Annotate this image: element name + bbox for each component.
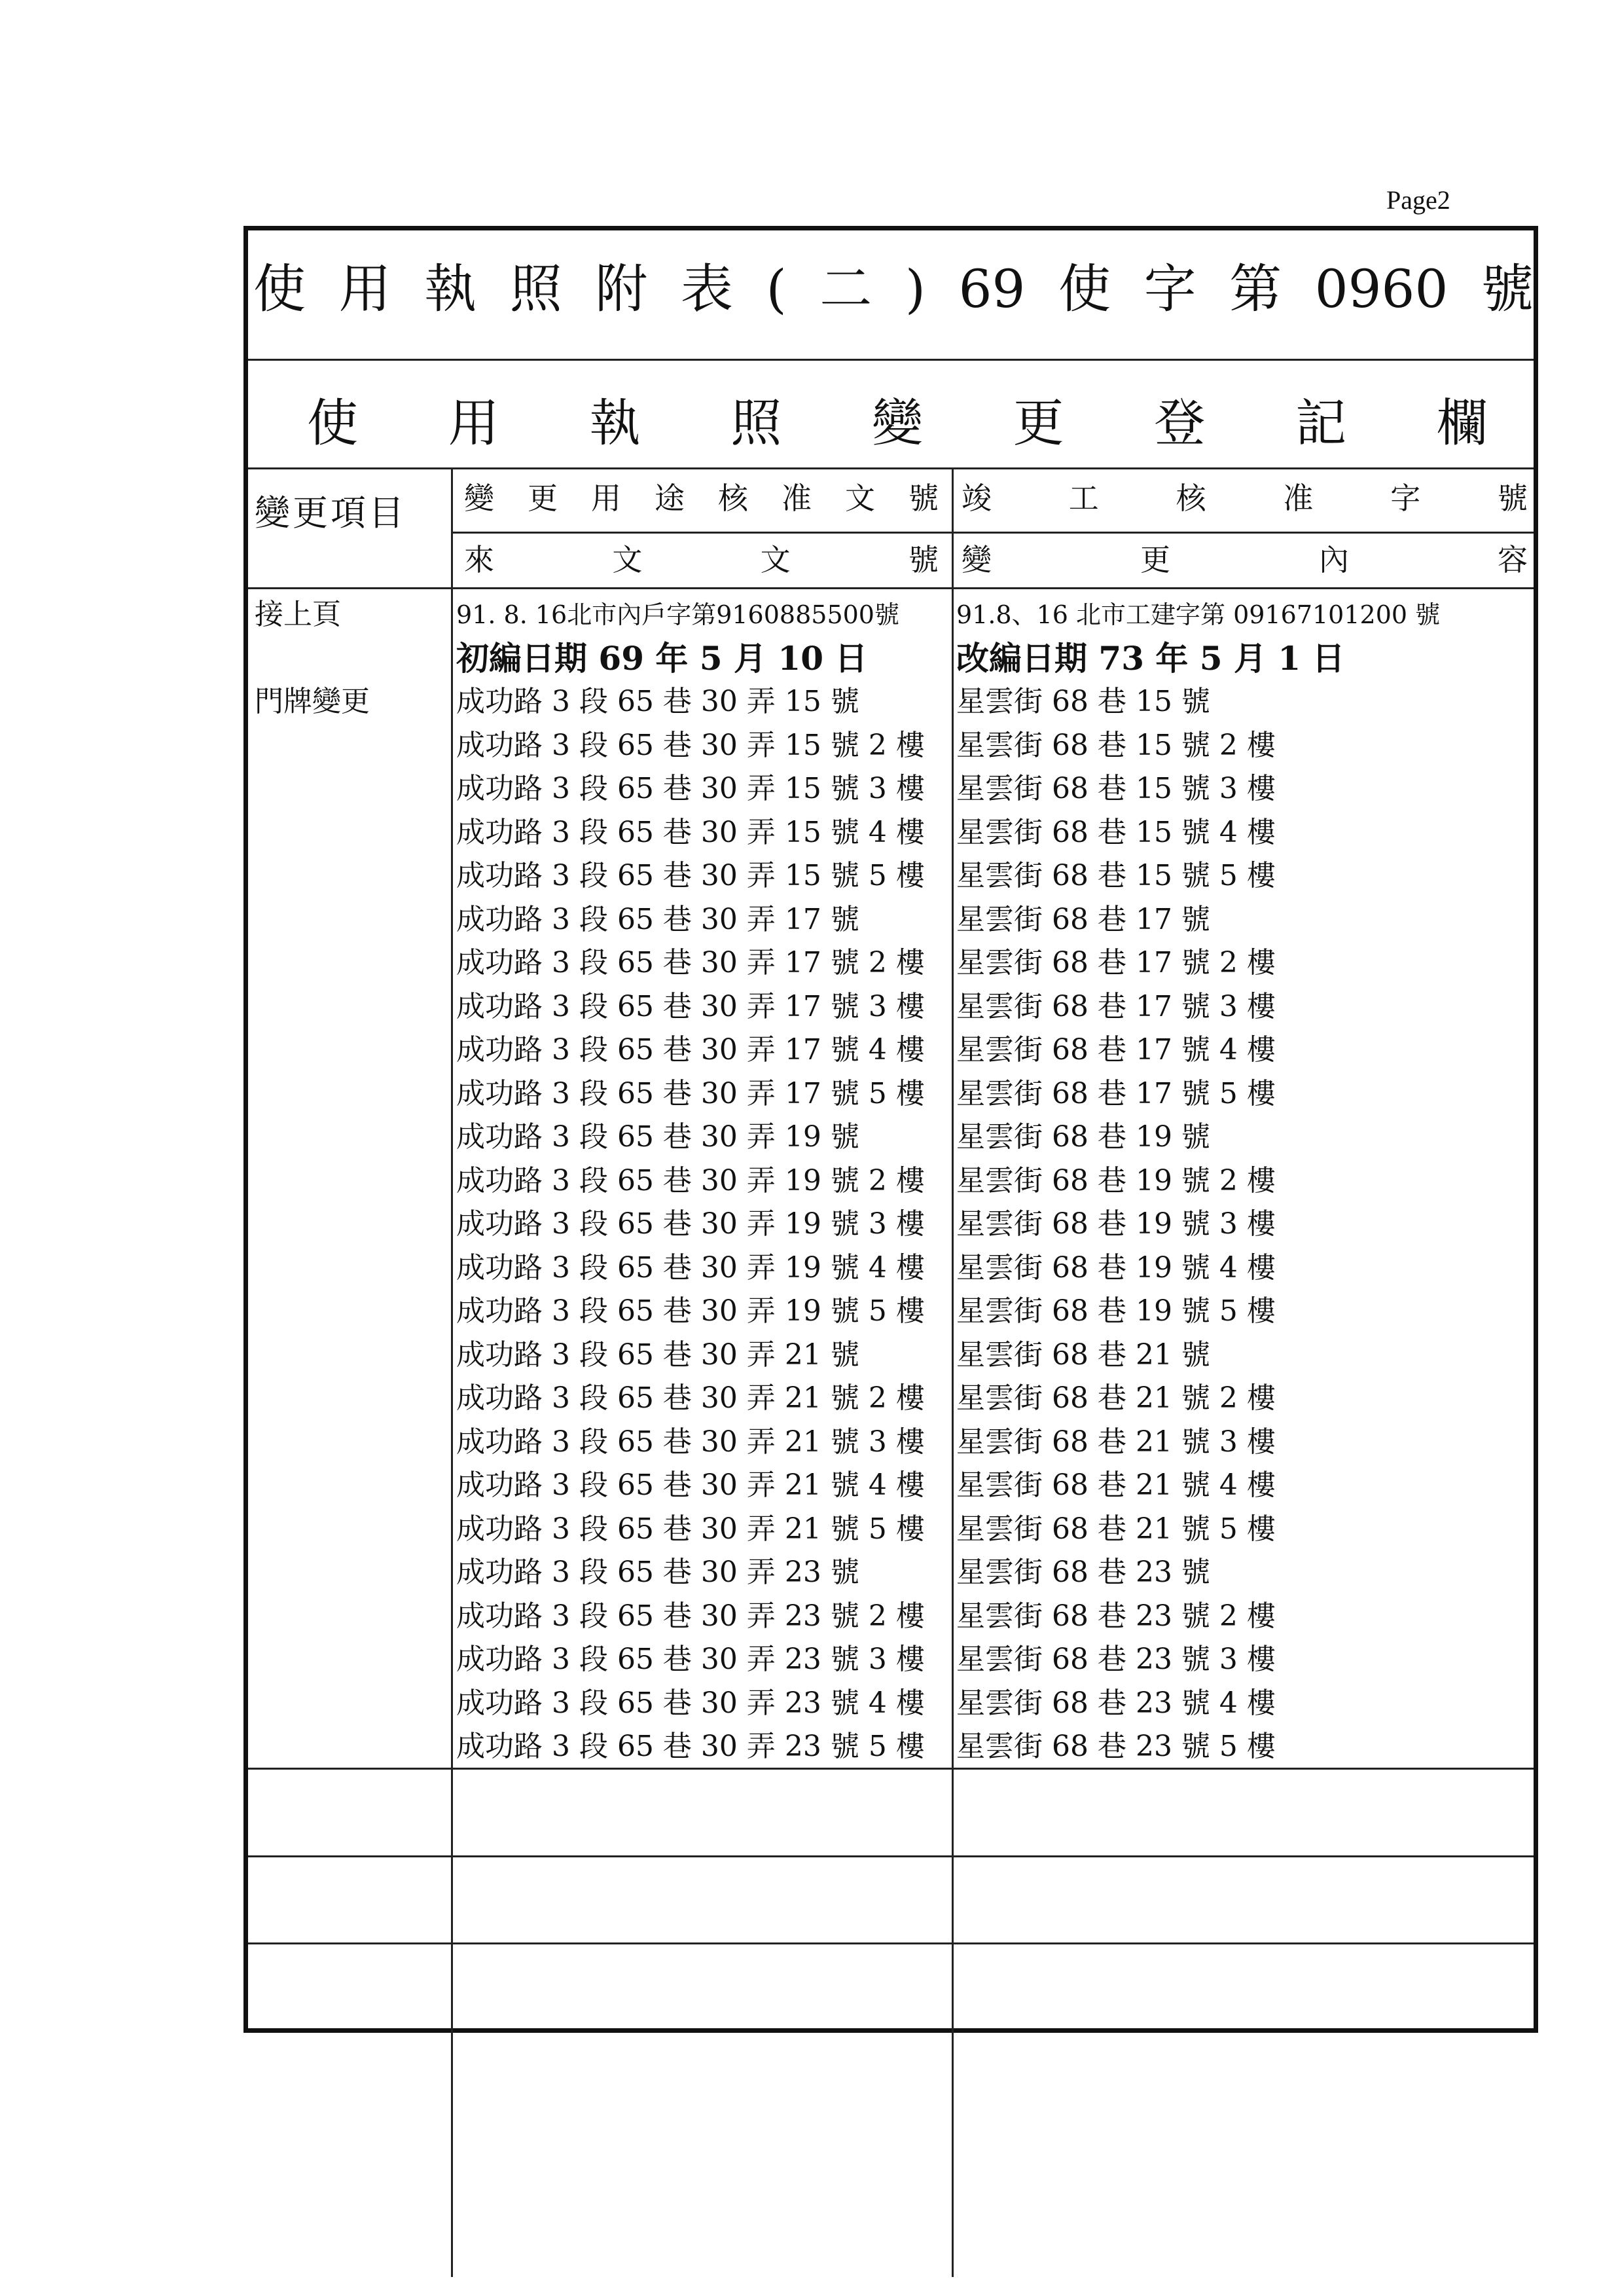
title-char: 二: [819, 259, 872, 319]
table-row: 成功路 3 段 65 巷 30 弄 19 號 4 樓: [456, 1250, 925, 1285]
table-row: 星雲街 68 巷 17 號 2 樓: [956, 946, 1276, 979]
divider: [248, 1855, 1534, 1857]
table-row: 成功路 3 段 65 巷 30 弄 23 號: [456, 1556, 859, 1589]
table-subtitle: [307, 394, 1488, 453]
table-row: 星雲街 68 巷 19 號: [956, 1120, 1210, 1154]
table-row: 成功路 3 段 65 巷 30 弄 23 號 3 樓: [456, 1643, 925, 1676]
header-char: 更: [1140, 542, 1170, 577]
header-change-content: [962, 542, 1528, 577]
divider: [248, 587, 1534, 589]
title-char: 附: [595, 259, 648, 319]
table-row: 成功路 3 段 65 巷 30 弄 19 號 5 樓: [456, 1294, 925, 1328]
header-char: 字: [1390, 481, 1421, 516]
subtitle-char: 記: [1295, 394, 1347, 453]
title-char: ): [905, 259, 926, 319]
table-row: 星雲街 68 巷 23 號 3 樓: [956, 1643, 1276, 1676]
header-char: 變: [962, 542, 992, 577]
subtitle-char: 更: [1013, 394, 1064, 453]
header-char: 變: [464, 481, 494, 516]
table-row: 星雲街 68 巷 19 號 2 樓: [956, 1163, 1276, 1197]
table-row: 星雲街 68 巷 23 號 5 樓: [956, 1730, 1276, 1763]
header-char: 文: [760, 542, 791, 577]
table-row: 成功路 3 段 65 巷 30 弄 21 號 2 樓: [456, 1381, 925, 1415]
header-char: 號: [908, 481, 939, 516]
subtitle-char: 照: [730, 394, 782, 453]
table-row: 星雲街 68 巷 19 號 3 樓: [956, 1207, 1276, 1241]
subtitle-char: 登: [1154, 394, 1206, 453]
title-char: 表: [680, 259, 733, 319]
title-char: 69: [958, 259, 1026, 319]
header-char: 准: [782, 481, 812, 516]
table-row: 成功路 3 段 65 巷 30 弄 21 號 4 樓: [456, 1468, 925, 1502]
divider: [248, 359, 1534, 361]
title-char: 第: [1229, 259, 1282, 319]
title-char: 字: [1143, 259, 1196, 319]
table-row: 星雲街 68 巷 21 號: [956, 1338, 1210, 1372]
divider: [248, 1768, 1534, 1770]
original-address-column: [456, 593, 925, 1769]
table-row: 成功路 3 段 65 巷 30 弄 15 號 2 樓: [456, 728, 925, 762]
table-row: 星雲街 68 巷 23 號 2 樓: [956, 1599, 1276, 1633]
title-char: (: [766, 259, 787, 319]
new-address-column: [956, 593, 1440, 1769]
table-row: 成功路 3 段 65 巷 30 弄 21 號: [456, 1338, 859, 1372]
subtitle-char: 使: [307, 394, 359, 453]
table-row: 星雲街 68 巷 21 號 5 樓: [956, 1512, 1276, 1546]
header-char: 號: [1497, 481, 1528, 516]
header-char: 更: [528, 481, 558, 516]
table-row: 改編日期 73 年 5 月 1 日: [956, 638, 1345, 678]
table-row: 星雲街 68 巷 19 號 5 樓: [956, 1294, 1276, 1328]
table-row: 星雲街 68 巷 15 號 3 樓: [956, 772, 1276, 805]
header-char: 號: [908, 542, 939, 577]
table-row: 星雲街 68 巷 19 號 4 樓: [956, 1250, 1276, 1285]
table-row: [255, 637, 370, 681]
header-char: 文: [845, 481, 875, 516]
title-char: 使: [253, 259, 306, 319]
header-char: 內: [1319, 542, 1349, 577]
table-row: 星雲街 68 巷 23 號 4 樓: [956, 1686, 1276, 1720]
table-row: 星雲街 68 巷 17 號 4 樓: [956, 1033, 1276, 1066]
table-row: 成功路 3 段 65 巷 30 弄 23 號 4 樓: [456, 1686, 925, 1720]
header-approval-doc: [464, 481, 939, 516]
table-row: 成功路 3 段 65 巷 30 弄 19 號 3 樓: [456, 1207, 925, 1241]
subtitle-char: 變: [871, 394, 923, 453]
title-char: 執: [424, 259, 477, 319]
header-char: 容: [1498, 542, 1528, 577]
table-row: 接上頁: [255, 598, 341, 631]
table-row: 成功路 3 段 65 巷 30 弄 17 號 4 樓: [456, 1033, 925, 1066]
header-char: 核: [1176, 481, 1206, 516]
header-char: 用: [591, 481, 621, 516]
table-row: 成功路 3 段 65 巷 30 弄 21 號 3 樓: [456, 1425, 925, 1459]
header-char: 途: [655, 481, 685, 516]
table-row: 成功路 3 段 65 巷 30 弄 15 號 3 樓: [456, 772, 925, 805]
table-row: 星雲街 68 巷 17 號 5 樓: [956, 1076, 1276, 1110]
divider: [248, 467, 1534, 469]
table-row: 初編日期 69 年 5 月 10 日: [456, 638, 868, 678]
header-char: 核: [718, 481, 748, 516]
table-row: 星雲街 68 巷 21 號 3 樓: [956, 1425, 1276, 1459]
header-char: 准: [1283, 481, 1314, 516]
table-row: 成功路 3 段 65 巷 30 弄 17 號: [456, 902, 859, 936]
table-row: 91.8、16 北市工建字第 09167101200 號: [956, 600, 1441, 629]
table-row: 成功路 3 段 65 巷 30 弄 15 號: [456, 685, 859, 718]
registration-table: [243, 226, 1538, 2033]
table-row: 星雲街 68 巷 15 號 2 樓: [956, 728, 1276, 762]
title-char: 0960: [1314, 259, 1448, 319]
header-char: 來: [464, 542, 494, 577]
divider: [952, 467, 954, 2277]
table-row: 星雲街 68 巷 17 號 3 樓: [956, 989, 1276, 1023]
table-row: 成功路 3 段 65 巷 30 弄 21 號 5 樓: [456, 1512, 925, 1546]
table-row: 成功路 3 段 65 巷 30 弄 19 號: [456, 1120, 859, 1154]
header-char: 竣: [962, 481, 992, 516]
table-row: 星雲街 68 巷 21 號 4 樓: [956, 1468, 1276, 1502]
divider: [451, 532, 1534, 534]
title-char: 照: [509, 259, 562, 319]
title-char: 號: [1481, 259, 1534, 319]
title-char: 用: [338, 259, 391, 319]
table-row: 星雲街 68 巷 17 號: [956, 902, 1210, 936]
table-row: 成功路 3 段 65 巷 30 弄 15 號 5 樓: [456, 859, 925, 892]
table-row: 91. 8. 16北市內戶字第9160885500號: [456, 600, 899, 629]
table-row: 成功路 3 段 65 巷 30 弄 17 號 5 樓: [456, 1076, 925, 1110]
table-row: 星雲街 68 巷 23 號: [956, 1556, 1210, 1589]
header-change-item: 變更項目: [255, 492, 406, 534]
header-completion: [962, 481, 1528, 516]
page-label: Page2: [1386, 185, 1450, 215]
title-char: 使: [1058, 259, 1111, 319]
subtitle-char: 執: [589, 394, 641, 453]
divider: [248, 1942, 1534, 1944]
table-row: 成功路 3 段 65 巷 30 弄 19 號 2 樓: [456, 1163, 925, 1197]
table-row: 成功路 3 段 65 巷 30 弄 23 號 2 樓: [456, 1599, 925, 1633]
table-row: 星雲街 68 巷 15 號: [956, 685, 1210, 718]
table-row: 星雲街 68 巷 15 號 5 樓: [956, 859, 1276, 892]
table-row: 成功路 3 段 65 巷 30 弄 17 號 3 樓: [456, 989, 925, 1023]
table-row: 成功路 3 段 65 巷 30 弄 15 號 4 樓: [456, 815, 925, 849]
header-char: 工: [1068, 481, 1099, 516]
table-row: 星雲街 68 巷 15 號 4 樓: [956, 815, 1276, 849]
table-row: 成功路 3 段 65 巷 30 弄 17 號 2 樓: [456, 946, 925, 979]
subtitle-char: 用: [448, 394, 499, 453]
table-title: [253, 258, 1534, 321]
change-item-column: [255, 593, 370, 724]
table-row: 成功路 3 段 65 巷 30 弄 23 號 5 樓: [456, 1730, 925, 1763]
subtitle-char: 欄: [1436, 394, 1488, 453]
header-incoming-doc: [464, 542, 939, 577]
table-row: 星雲街 68 巷 21 號 2 樓: [956, 1381, 1276, 1415]
header-char: 文: [612, 542, 643, 577]
table-row: 門牌變更: [255, 685, 370, 718]
divider: [451, 467, 453, 2277]
